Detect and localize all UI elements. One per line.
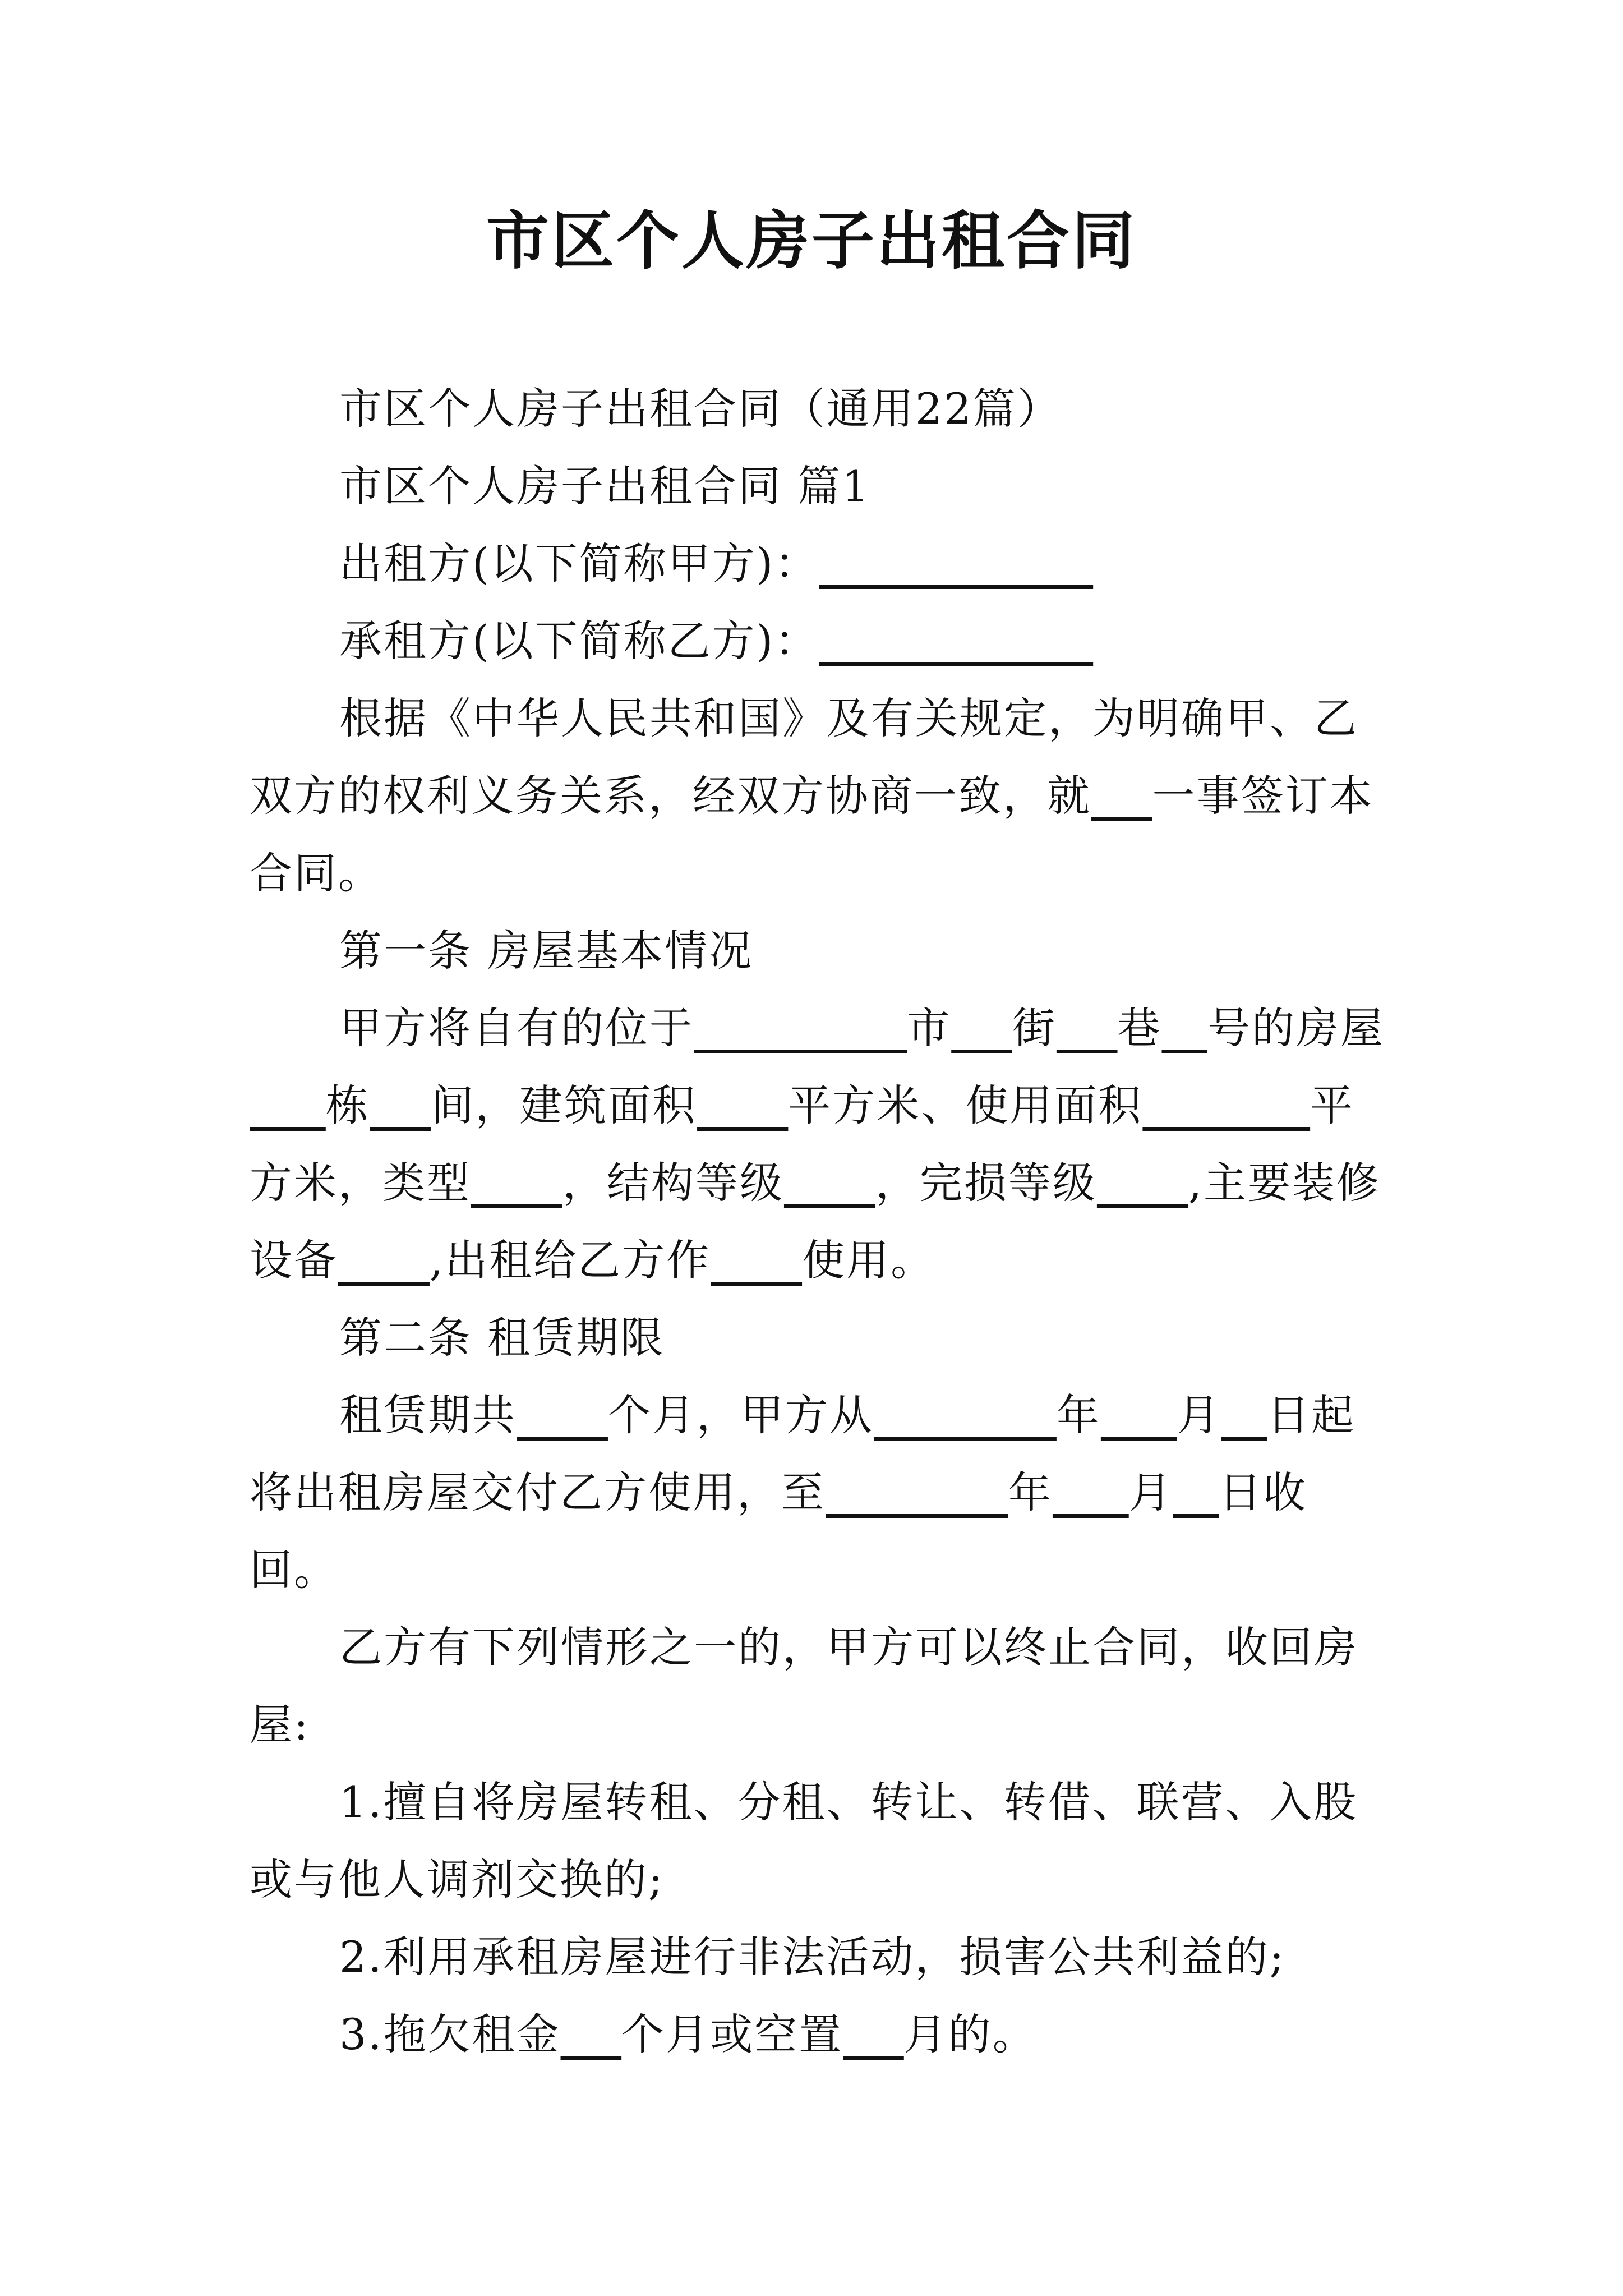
clause-text: 月 <box>1128 1467 1173 1517</box>
article1-heading: 第一条 房屋基本情况 <box>339 926 754 976</box>
lessor-line <box>250 525 1388 602</box>
list-item: 2.利用承租房屋进行非法活动，损害公共利益的; <box>339 1932 1286 1982</box>
clause-text: ，完损等级 <box>875 1158 1097 1208</box>
clause-text: ,出租给乙方作 <box>429 1235 711 1285</box>
clause-text: 日收回。 <box>250 1467 1308 1595</box>
document-title: 市区个人房子出租合同 <box>486 204 1137 278</box>
blank-field <box>951 1003 1012 1053</box>
blank-field <box>471 1158 562 1208</box>
blank-field <box>826 1467 1008 1517</box>
termination-intro: 乙方有下列情形之一的，甲方可以终止合同，收回房屋: <box>250 1622 1358 1750</box>
clause-text: 月的。 <box>903 2009 1037 2059</box>
document-body <box>250 370 1388 2073</box>
blank-field <box>819 539 1093 588</box>
blank-field <box>1221 1390 1267 1440</box>
blank-field <box>819 616 1093 666</box>
clause-text: ，结构等级 <box>562 1158 784 1208</box>
blank-field <box>1091 771 1152 821</box>
clause-text: 年 <box>1008 1467 1053 1517</box>
clause-text: 市 <box>907 1003 952 1053</box>
clause-text: 3.拖欠租金 <box>339 2009 561 2059</box>
intro-text: 一事签订本合同。 <box>250 771 1374 898</box>
blank-field <box>784 1158 875 1208</box>
clause-text: 平方米，类型 <box>250 1080 1355 1208</box>
article1-paragraph <box>250 990 1388 1299</box>
list-item <box>250 1996 1388 2073</box>
clause-text: 号的房屋 <box>1207 1003 1385 1053</box>
blank-field <box>874 1390 1057 1440</box>
blank-field <box>1173 1467 1219 1517</box>
blank-field <box>338 1235 430 1285</box>
intro-text: 根据《中华人民共和国》及有关规定，为明确甲、乙双方的权利义务关系，经双方协商一致，就 <box>250 693 1358 821</box>
clause-text: 平方米、使用面积 <box>788 1080 1143 1130</box>
list-item: 1.擅自将房屋转租、分租、转让、转借、联营、入股或与他人调剂交换的; <box>250 1777 1358 1904</box>
lessee-line <box>250 602 1388 680</box>
blank-field <box>711 1235 802 1285</box>
clause-text: 甲方将自有的位于 <box>339 1003 694 1053</box>
clause-text: 间，建筑面积 <box>431 1080 697 1130</box>
blank-field <box>843 2009 904 2059</box>
blank-field <box>517 1390 608 1440</box>
lessee-label: 承租方(以下简称乙方)： <box>339 616 819 666</box>
blank-field <box>561 2009 622 2059</box>
blank-field <box>1097 1158 1188 1208</box>
part-heading: 市区个人房子出租合同 篇1 <box>339 461 871 511</box>
intro-paragraph <box>250 680 1388 912</box>
blank-field <box>1142 1080 1310 1130</box>
blank-field <box>250 1080 326 1130</box>
blank-field <box>1057 1003 1118 1053</box>
article2-paragraph <box>250 1377 1388 1609</box>
clause-text: ,主要装修设备 <box>250 1158 1381 1285</box>
blank-field <box>1053 1467 1129 1517</box>
clause-text: 使用。 <box>802 1235 935 1285</box>
clause-text: 街 <box>1012 1003 1057 1053</box>
subtitle: 市区个人房子出租合同（通用22篇） <box>339 384 1062 434</box>
lessor-label: 出租方(以下简称甲方)： <box>339 539 819 588</box>
clause-text: 月 <box>1177 1390 1221 1440</box>
clause-text: 巷 <box>1117 1003 1162 1053</box>
blank-field <box>1162 1003 1207 1053</box>
blank-field <box>1101 1390 1177 1440</box>
article2-heading: 第二条 租赁期限 <box>339 1313 665 1363</box>
clause-text: 个月或空置 <box>621 2009 843 2059</box>
clause-text: 日起将出租房屋交付乙方使用，至 <box>250 1390 1356 1517</box>
clause-text: 年 <box>1056 1390 1101 1440</box>
blank-field <box>697 1080 788 1130</box>
clause-text: 栋 <box>325 1080 370 1130</box>
blank-field <box>694 1003 907 1053</box>
blank-field <box>370 1080 431 1130</box>
clause-text: 租赁期共 <box>339 1390 517 1440</box>
clause-text: 个月，甲方从 <box>607 1390 874 1440</box>
